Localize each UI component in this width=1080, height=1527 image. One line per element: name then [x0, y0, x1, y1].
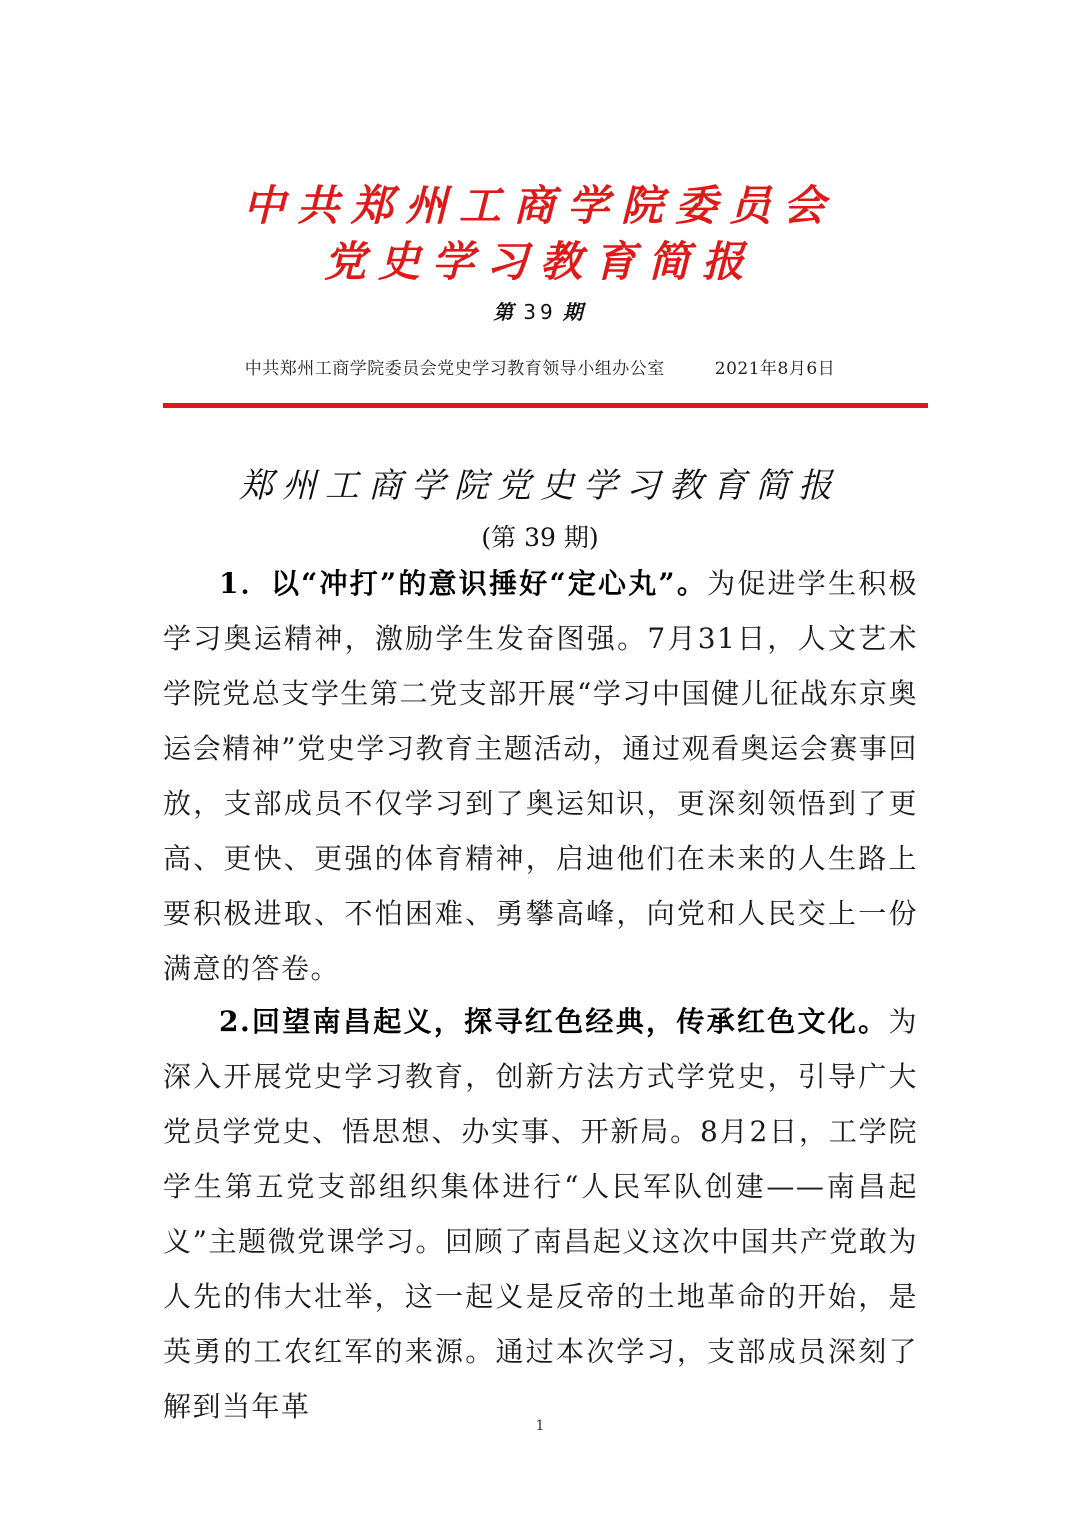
issue-prefix: 第: [493, 300, 518, 324]
news-item-1: [163, 556, 918, 996]
news-item-1-headline: 1．以“冲打”的意识捶好“定心丸”。: [219, 567, 708, 600]
document-subtitle: (第 39 期): [481, 523, 599, 552]
issue-suffix: 期: [562, 300, 587, 324]
news-item-2-body: 为深入开展党史学习教育，创新方法方式学党史，引导广大党员学党史、悟思想、办实事、开新局。8月2日，工学院学生第五党支部组织集体进行“人民军队创建——南昌起义”主题微党课学习。回顾了南昌起义这次中国共产党敢为人先的伟大壮举，这一起义是反帝的土地革命的开始，是英勇的工农红军的来源。通过本次学习，支部成员深刻了解到当年革: [163, 1005, 918, 1423]
masthead-title-line1: 中共郑州工商学院委员会: [242, 181, 837, 230]
header-divider: [163, 403, 928, 408]
issuing-office: 中共郑州工商学院委员会党史学习教育领导小组办公室: [244, 359, 665, 379]
masthead-title-line2: 党史学习教育简报: [323, 237, 756, 286]
header-meta: [0, 354, 1080, 379]
news-item-1-body: 为促进学生积极学习奥运精神，激励学生发奋图强。7月31日，人文艺术学院党总支学生第二党支部开展“学习中国健儿征战东京奥运会精神”党史学习教育主题活动，通过观看奥运会赛事回放，支部成员不仅学习到了奥运知识，更深刻领悟到了更高、更快、更强的体育精神，启迪他们在未来的人生路上要积极进取、不怕困难、勇攀高峰，向党和人民交上一份满意的答卷。: [163, 567, 918, 985]
issue-number-label: [0, 296, 1080, 325]
issue-number: 39: [523, 300, 557, 324]
news-item-2-headline: 2.回望南昌起义，探寻红色经典，传承红色文化。: [219, 1005, 889, 1038]
document-title: 郑州工商学院党史学习教育简报: [239, 466, 841, 506]
page-number: 1: [535, 1418, 545, 1434]
issue-date: 2021年8月6日: [714, 359, 836, 379]
news-item-2: [163, 994, 918, 1434]
